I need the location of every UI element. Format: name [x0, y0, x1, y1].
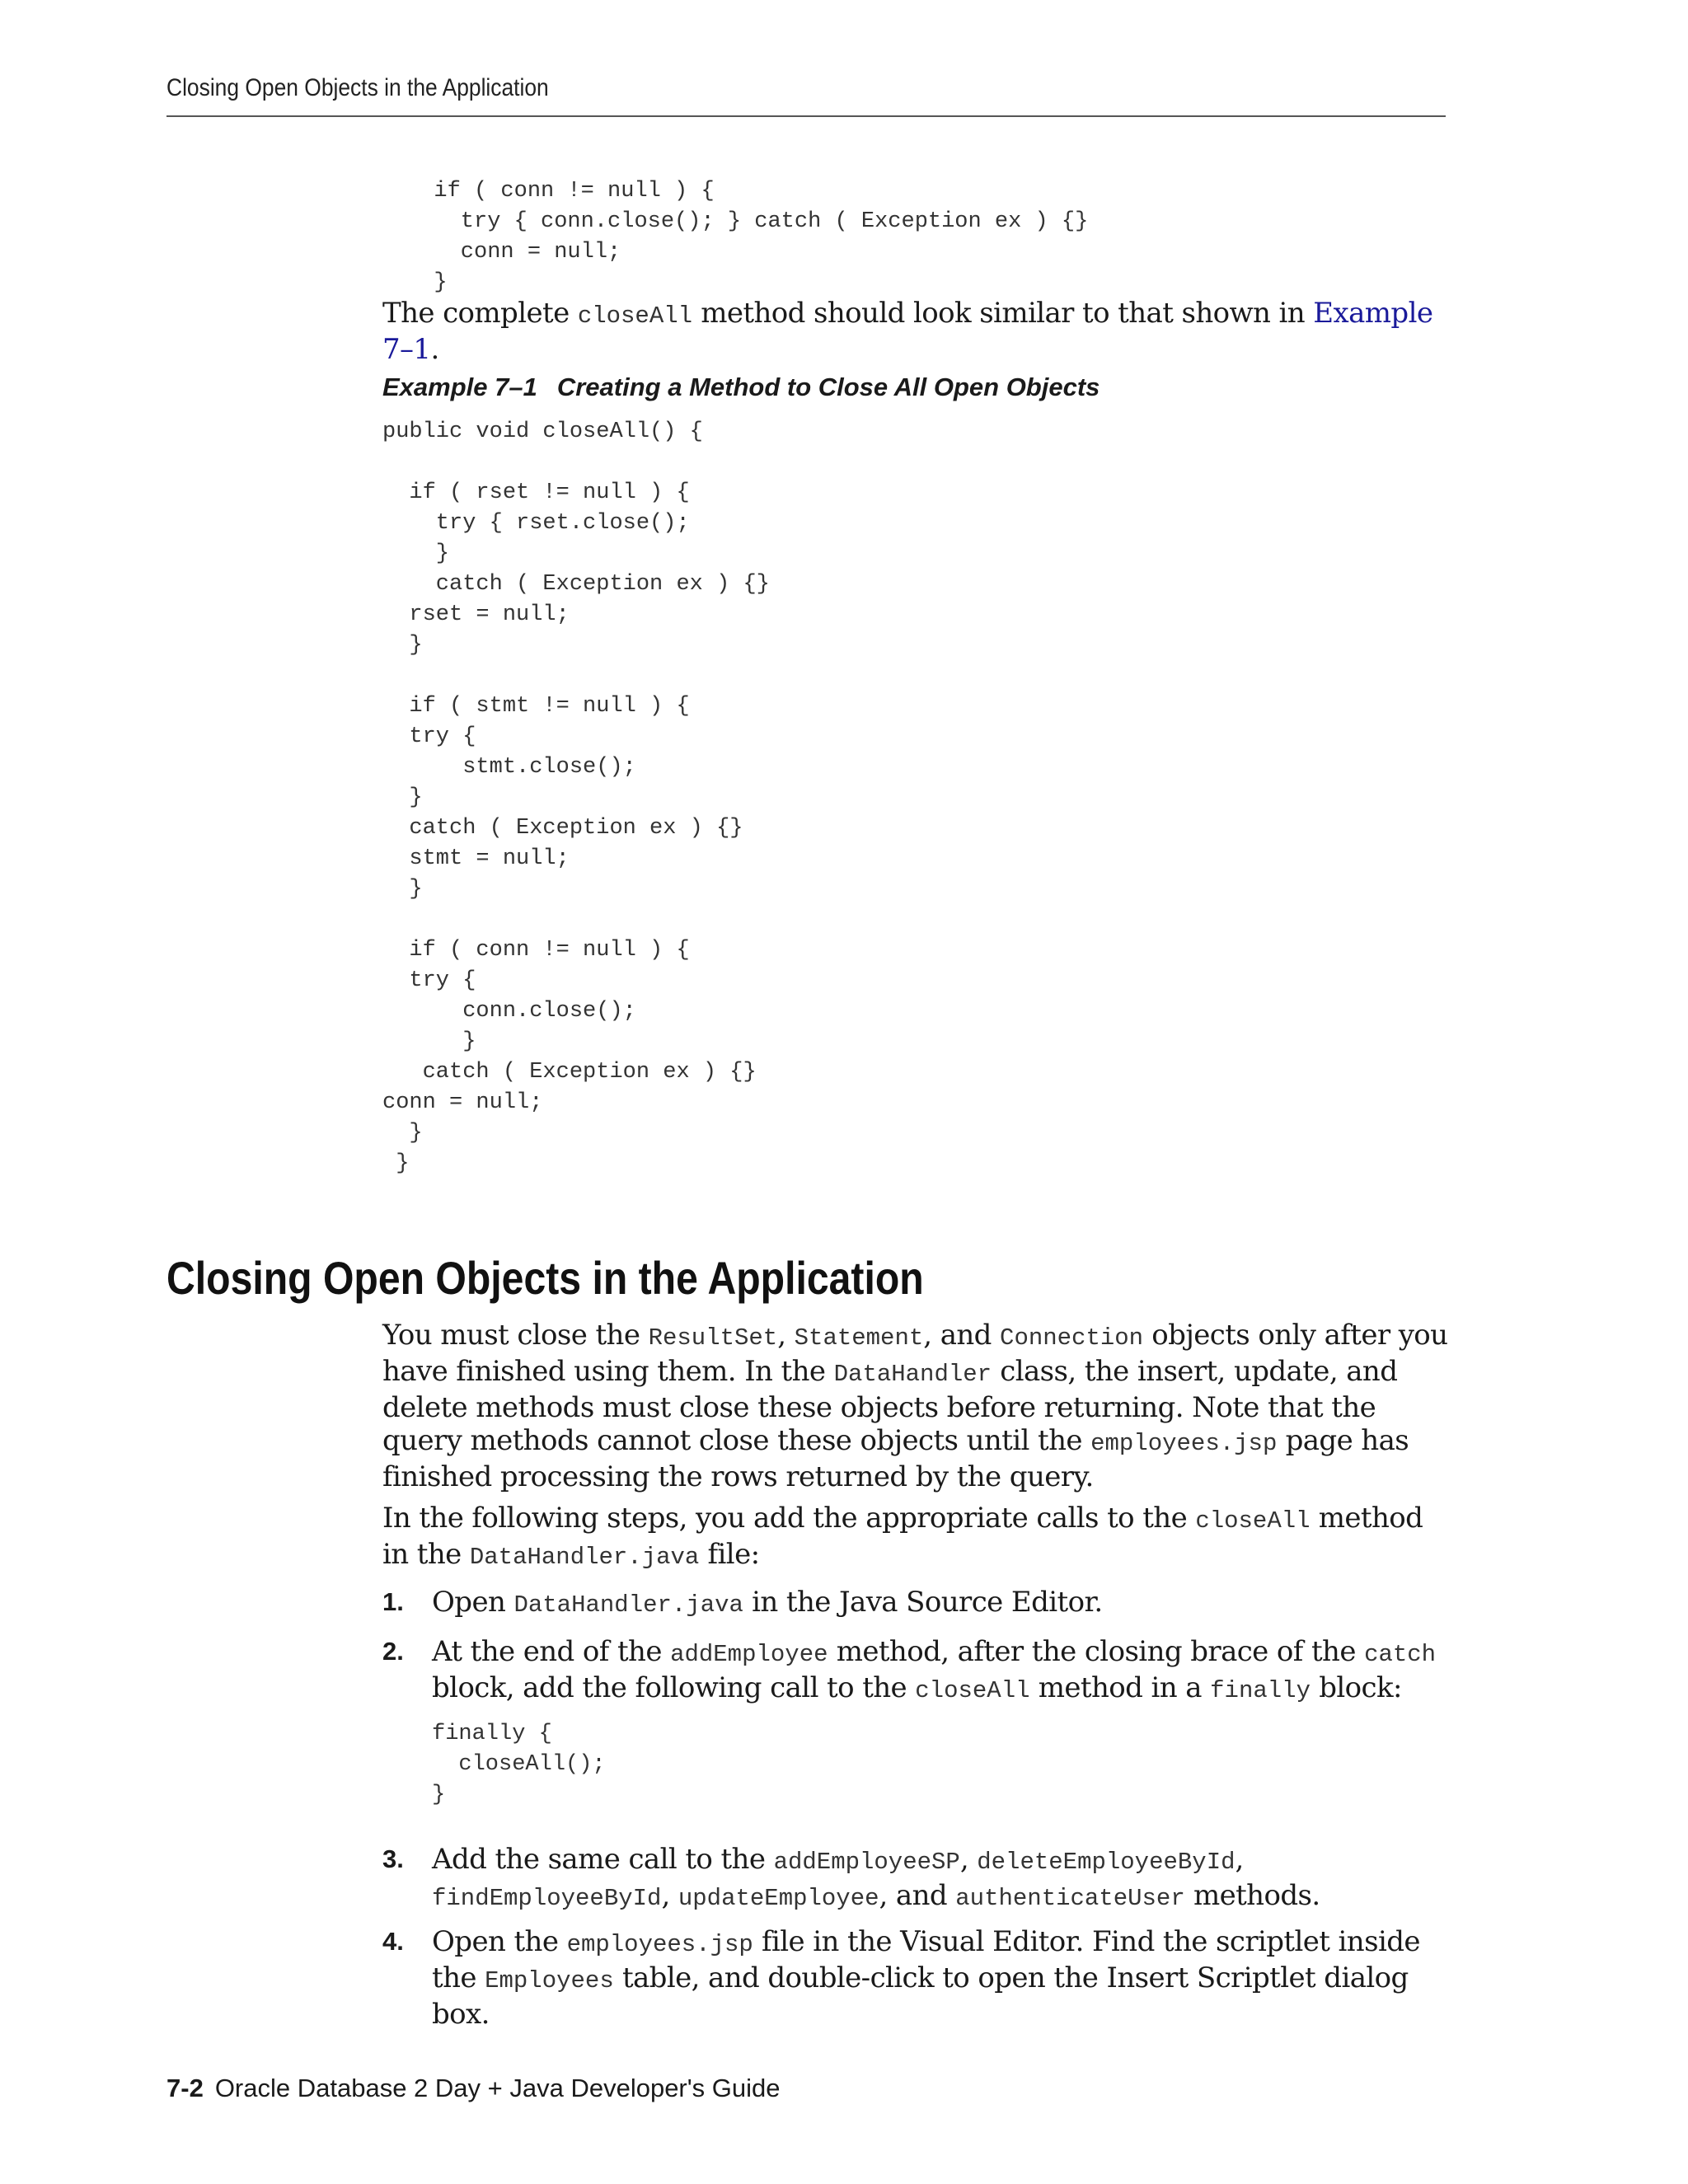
step-4-code-1: employees.jsp [566, 1931, 753, 1958]
intro-code-closeall: closeAll [577, 302, 693, 330]
page-number: 7-2 [166, 2074, 204, 2102]
step-text [432, 1635, 1454, 1708]
p1-text-6: page has finished processing the rows returned by the query. [382, 1424, 1409, 1493]
step-number: 2. [382, 1637, 404, 1666]
step-4-text-1: Open the [432, 1925, 567, 1958]
p2-text-2: method in the [382, 1502, 1423, 1571]
step-4-code-2: Employees [485, 1967, 614, 1994]
p1-code-connection: Connection [1000, 1324, 1144, 1352]
step-3-code-5: authenticateUser [955, 1885, 1185, 1912]
step-1-text-1: Open [432, 1586, 514, 1619]
step-2-text-5: block: [1310, 1671, 1402, 1704]
step-2-code-2: catch [1364, 1641, 1437, 1668]
step-3-text-5: , and [879, 1879, 956, 1912]
section-paragraph-1 [382, 1319, 1454, 1493]
step-3-text-4: , [661, 1879, 678, 1912]
p1-text-5: class, the insert, update, and delete methods must close these objects before returning. Note that the query methods cannot close these objects until the [382, 1355, 1398, 1457]
step-text [432, 1843, 1454, 1915]
example-link[interactable]: Example 7–1 [382, 297, 1433, 366]
intro-text-3: . [430, 333, 439, 366]
example-code-block: public void closeAll() { if ( rset != null ) { try { rset.close(); } catch ( Exception ex ) {} rset = null; } if ( stmt != null ) { try { stmt.close(); } catch ( Exception ex ) {} stmt = null; } if ( conn != null ) { try { conn.close(); } catch ( Exception ex ) {} conn = null; } } [382, 419, 770, 1176]
p1-code-statement: Statement [794, 1324, 924, 1352]
p1-text-2: , [777, 1319, 795, 1352]
p1-code-resultset: ResultSet [648, 1324, 778, 1352]
running-header: Closing Open Objects in the Application [166, 74, 549, 101]
step-number: 4. [382, 1927, 404, 1956]
step-1-text-2: in the Java Source Editor. [743, 1586, 1103, 1619]
p1-text-4: objects only after you have finished using them. In the [382, 1319, 1448, 1388]
step-2-text-3: block, add the following call to the [432, 1671, 916, 1704]
step-2-code-1: addEmployee [670, 1641, 828, 1668]
example-title: Creating a Method to Close All Open Objects [556, 373, 1100, 401]
p1-text-1: You must close the [382, 1319, 649, 1352]
code-block-top: if ( conn != null ) { try { conn.close(); } catch ( Exception ex ) {} conn = null; } [434, 179, 1089, 295]
step-3-code-1: addEmployeeSP [773, 1849, 960, 1876]
example-label: Example 7–1 [382, 373, 537, 401]
finally-code-block: finally { closeAll(); } [432, 1722, 606, 1807]
step-text [432, 1586, 1454, 1622]
step-3-text-3: , [1235, 1843, 1244, 1876]
step-3-code-3: findEmployeeById [432, 1885, 662, 1912]
step-3-code-4: updateEmployee [678, 1885, 879, 1912]
step-number: 1. [382, 1587, 404, 1616]
p2-text-1: In the following steps, you add the appropriate calls to the [382, 1502, 1196, 1535]
step-3-text-2: , [959, 1843, 978, 1876]
p2-code-datahandler-java: DataHandler.java [469, 1544, 700, 1571]
step-text [432, 1925, 1454, 2031]
step-4-text-2: file in the Visual Editor. Find the scriptlet inside the [432, 1925, 1420, 1994]
intro-paragraph [382, 297, 1454, 366]
page-footer [166, 2074, 781, 2103]
step-3-text-6: methods. [1184, 1879, 1320, 1912]
section-paragraph-2 [382, 1502, 1454, 1574]
step-2-text-1: At the end of the [432, 1635, 671, 1668]
p1-code-employees-jsp: employees.jsp [1090, 1430, 1278, 1457]
intro-text-1: The complete [382, 297, 578, 330]
step-2-text-2: method, after the closing brace of the [828, 1635, 1365, 1668]
p1-text-3: , and [923, 1319, 1001, 1352]
step-2-text-4: method in a [1029, 1671, 1211, 1704]
section-heading: Closing Open Objects in the Application [166, 1252, 924, 1304]
intro-text-2: method should look similar to that shown in [692, 297, 1314, 330]
step-1-code-1: DataHandler.java [513, 1591, 743, 1619]
step-3-code-2: deleteEmployeeById [977, 1849, 1236, 1876]
p2-code-closeall: closeAll [1195, 1507, 1311, 1535]
step-3-text-1: Add the same call to the [432, 1843, 774, 1876]
example-caption [382, 373, 1100, 402]
step-4-text-3: table, and double-click to open the Insert Scriptlet dialog box. [432, 1961, 1409, 2031]
header-rule [166, 115, 1446, 117]
step-2-code-4: finally [1210, 1677, 1311, 1704]
step-2-code-3: closeAll [915, 1677, 1030, 1704]
p2-text-3: file: [699, 1538, 760, 1571]
step-number: 3. [382, 1844, 404, 1873]
book-title: Oracle Database 2 Day + Java Developer's Guide [214, 2074, 781, 2102]
p1-code-datahandler: DataHandler [833, 1361, 992, 1388]
